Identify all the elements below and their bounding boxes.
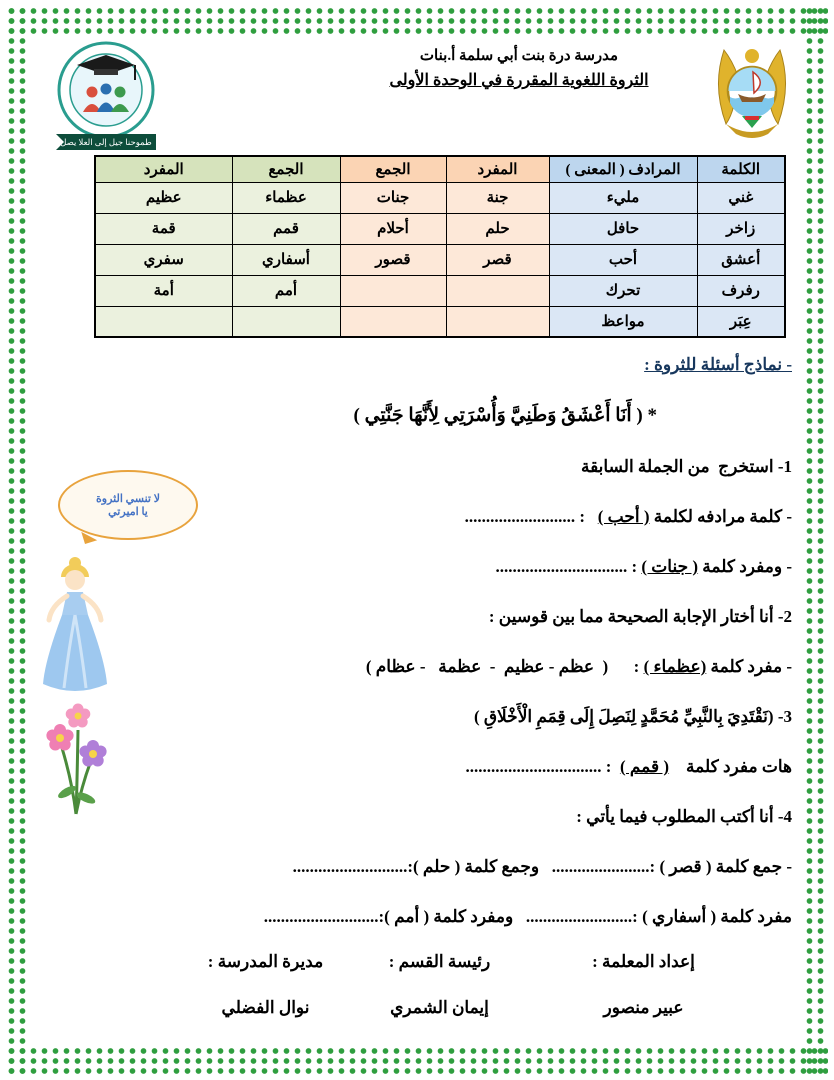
decorative-border-left [6, 6, 30, 1074]
header [309, 46, 729, 90]
school-logo-image [50, 40, 162, 154]
table-row [95, 306, 785, 337]
question-1b-keyword: ( جنات ) [641, 557, 699, 576]
question-1a-keyword: ( أحب ) [597, 507, 650, 526]
header-singular-2: المفرد [95, 156, 232, 182]
page-title: الثروة اللغوية المقررة في الوحدة الأولى [389, 72, 649, 89]
question-3a-keyword: ( قمم ) [619, 757, 670, 776]
table-cell: غني [697, 182, 785, 213]
teacher-name: عبير منصور [603, 998, 684, 1017]
speech-bubble-line2: يا اميرتي [108, 506, 148, 518]
question-3-title: 3- (نَقْتَدِيَ بِالنَّبِيِّ مُحَمَّدٍ لِنَصِلَ إِلَى قِمَمِ الْأَخْلَاقِ ) [473, 707, 792, 726]
footer-teacher [581, 952, 706, 1018]
question-1b-prefix: - ومفرد كلمة [698, 557, 792, 576]
table-cell: تحرك [549, 275, 697, 306]
table-cell: مواعظ [549, 306, 697, 337]
principal-name: نوال الفضلي [221, 998, 310, 1017]
table-cell: عظماء [232, 182, 340, 213]
question-1a-prefix: - كلمة مرادفه لكلمة [649, 507, 792, 526]
table-cell: زاخر [697, 213, 785, 244]
footer-dept-head [372, 952, 507, 1018]
table-cell: أحب [549, 244, 697, 275]
question-1a-answer-blank: : .......................... [464, 507, 598, 526]
question-4-line1: - جمع كلمة ( قصر ) :....................... وجمع كلمة ( حلم ):........................... [292, 857, 792, 876]
school-name: مدرسة درة بنت أبي سلمة أ.بنات [419, 48, 619, 64]
dept-head-label: رئيسة القسم : [388, 952, 491, 971]
question-3a [118, 754, 792, 780]
table-cell: جنات [340, 182, 446, 213]
header-word: الكلمة [697, 156, 785, 182]
question-1b-answer-blank: : ............................... [495, 557, 642, 576]
principal-label: مديرة المدرسة : [207, 952, 324, 971]
table-cell [340, 275, 446, 306]
question-4-title: 4- أنا أكتب المطلوب فيما يأتي : [576, 807, 792, 826]
school-logo [50, 40, 162, 159]
logo-motto: طموحنا جيل إلى العلا يصل [60, 137, 152, 147]
table-row [95, 275, 785, 306]
table-cell: أسفاري [232, 244, 340, 275]
dept-head-name: إيمان الشمري [390, 998, 489, 1017]
question-3a-prefix: هات مفرد كلمة [669, 757, 792, 776]
table-cell: قمة [95, 213, 232, 244]
teacher-label: إعداد المعلمة : [592, 952, 695, 971]
table-cell: قصر [446, 244, 549, 275]
worksheet-body [118, 352, 792, 954]
decorative-border-bottom [6, 1046, 828, 1074]
question-3a-answer-blank: : ................................ [465, 757, 620, 776]
table-cell: عِبَر [697, 306, 785, 337]
table-cell: أمم [232, 275, 340, 306]
table-cell [340, 306, 446, 337]
table-cell [446, 306, 549, 337]
question-2a [118, 654, 792, 680]
table-cell: أحلام [340, 213, 446, 244]
table-cell [95, 306, 232, 337]
table-row [95, 244, 785, 275]
question-1a [118, 504, 792, 530]
footer-principal [198, 952, 333, 1018]
speech-bubble-line1: لا تنسي الثروة [96, 493, 161, 505]
table-cell: أعشق [697, 244, 785, 275]
table-cell: حلم [446, 213, 549, 244]
table-cell: مليء [549, 182, 697, 213]
header-singular-1: المفرد [446, 156, 549, 182]
question-2a-options: : ( عظم - عظيم - عظمة - عظام ) [365, 657, 644, 676]
question-2-title: 2- أنا أختار الإجابة الصحيحة مما بين قوسين : [488, 607, 792, 626]
question-1b [118, 554, 792, 580]
header-plural-1: الجمع [340, 156, 446, 182]
question-2a-keyword: (عظماء ) [643, 657, 707, 676]
header-synonym: المرادف ( المعنى ) [549, 156, 697, 182]
table-cell: جنة [446, 182, 549, 213]
table-cell: أمة [95, 275, 232, 306]
table-row [95, 182, 785, 213]
vocabulary-table [94, 155, 786, 338]
speech-bubble [58, 470, 198, 540]
table-cell: قمم [232, 213, 340, 244]
decorative-border-top [6, 6, 828, 34]
header-plural-2: الجمع [232, 156, 340, 182]
cinderella-image [34, 554, 116, 707]
section-label: - نماذج أسئلة للثروة : [644, 355, 792, 374]
table-cell: قصور [340, 244, 446, 275]
table-header-row [95, 156, 785, 182]
table-row [95, 213, 785, 244]
table-cell [232, 306, 340, 337]
table-cell: رفرف [697, 275, 785, 306]
decorative-border-right [804, 6, 828, 1074]
flowers-image [40, 696, 112, 823]
question-4-line2: مفرد كلمة ( أسفاري ) :......................... ومفرد كلمة ( أمم ):........................... [263, 907, 792, 926]
question-2a-prefix: - مفرد كلمة [706, 657, 792, 676]
table-cell [446, 275, 549, 306]
section-label-line [118, 352, 792, 378]
table-cell: حافل [549, 213, 697, 244]
table-cell: سفري [95, 244, 232, 275]
table-cell: عظيم [95, 182, 232, 213]
question-1-title: 1- استخرج من الجملة السابقة [580, 457, 792, 476]
source-sentence: * ( أَنَا أَعْشَقُ وَطَنِيَّ وَأُسْرَتِي لِأَنَّهَا جَنَّتِي ) [353, 405, 657, 426]
